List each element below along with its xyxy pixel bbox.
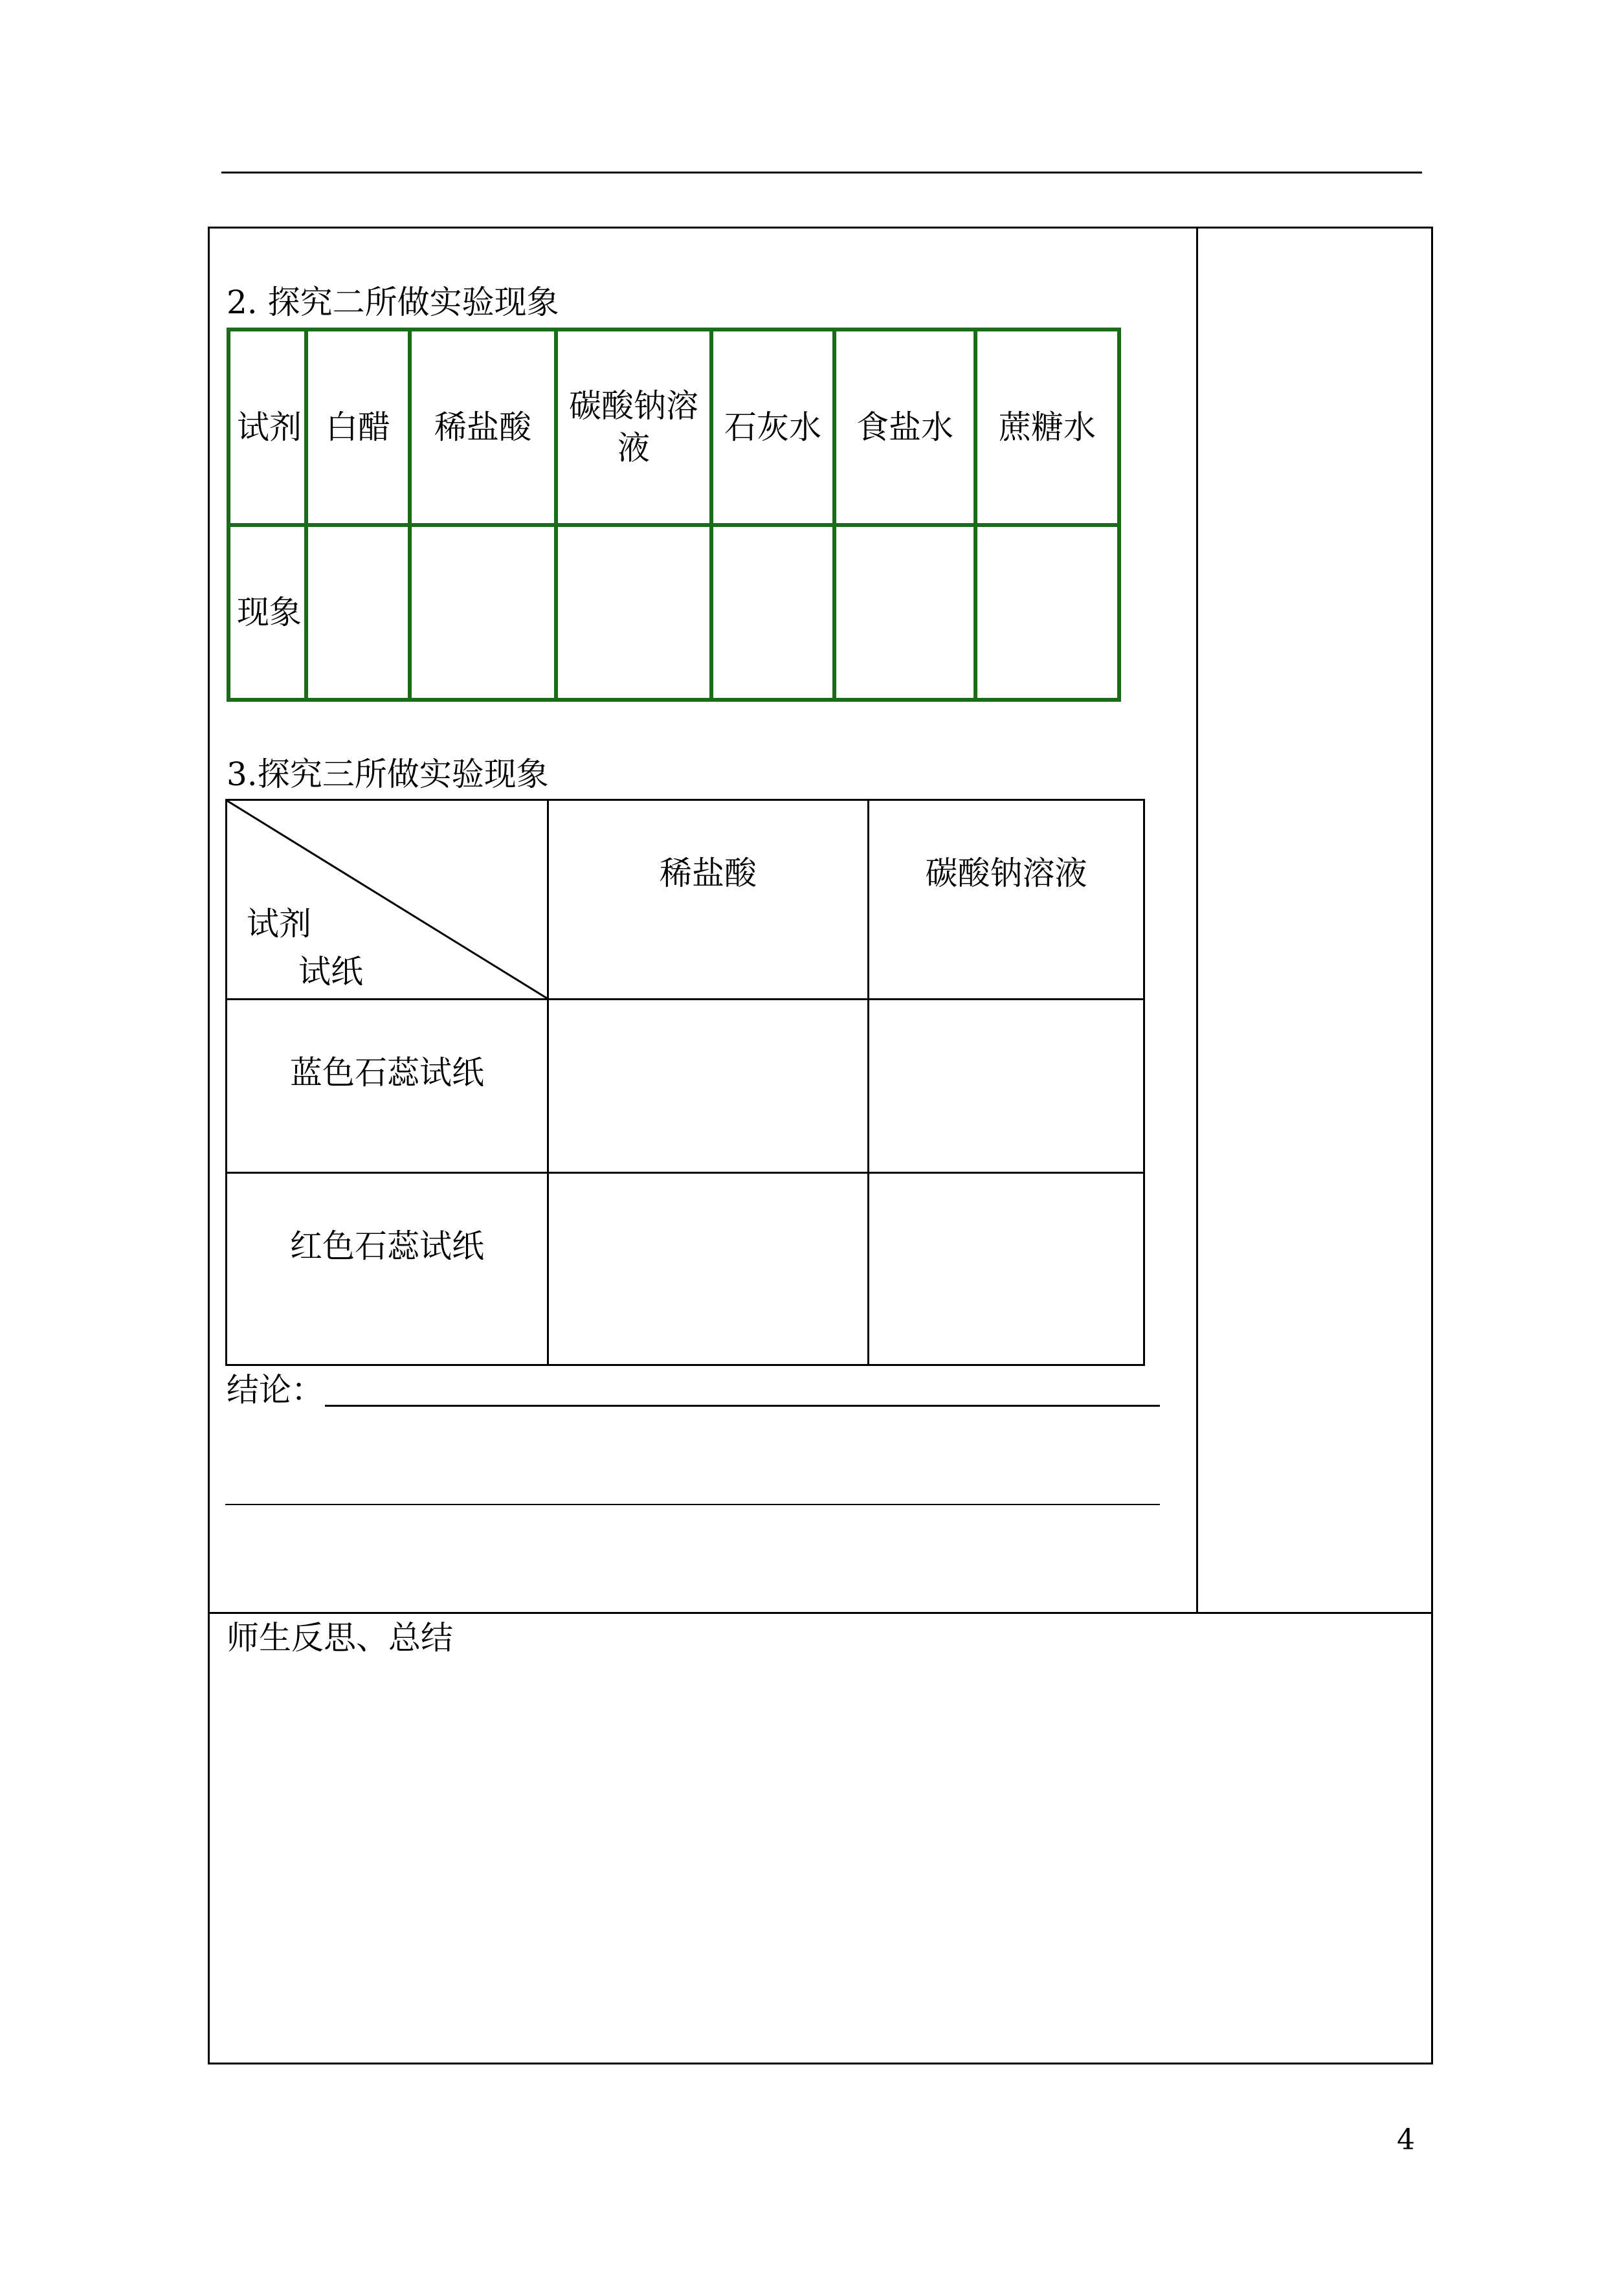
row-label-reagent: 试剂 — [228, 330, 306, 525]
reflection-label: 师生反思、总结 — [227, 1619, 453, 1657]
table-cell — [410, 525, 556, 700]
col-header-salt-water: 食盐水 — [834, 330, 975, 525]
row-label-blue-litmus: 蓝色石蕊试纸 — [227, 1000, 548, 1173]
table-cell — [548, 1173, 869, 1365]
section3-table — [225, 799, 1145, 1366]
corner-cell — [227, 800, 548, 1000]
corner-label-reagent: 试剂 — [247, 905, 311, 943]
table-cell — [869, 1000, 1144, 1173]
section2-title: 2. 探究二所做实验现象 — [227, 284, 559, 321]
col-header-sodium-carbonate: 碳酸钠溶液 — [556, 330, 711, 525]
section3-title: 3.探究三所做实验现象 — [227, 755, 549, 793]
col-header-dilute-hcl: 稀盐酸 — [410, 330, 556, 525]
table-cell — [711, 525, 834, 700]
row-label-phenomenon: 现象 — [228, 525, 306, 700]
header-rule — [221, 172, 1422, 173]
table-cell — [556, 525, 711, 700]
page-number: 4 — [1397, 2123, 1415, 2156]
section2-table — [227, 328, 1121, 702]
conclusion-label: 结论： — [227, 1371, 324, 1409]
diagonal-line — [227, 801, 547, 998]
conclusion-line-1 — [325, 1405, 1160, 1407]
col-header-white-vinegar: 白醋 — [306, 330, 410, 525]
col-header-sugar-water: 蔗糖水 — [975, 330, 1119, 525]
col-header-dilute-hcl: 稀盐酸 — [548, 800, 869, 1000]
table-cell — [548, 1000, 869, 1173]
corner-label-paper: 试纸 — [298, 953, 363, 990]
table-cell — [869, 1173, 1144, 1365]
table-cell — [975, 525, 1119, 700]
reflection-divider — [208, 1612, 1433, 1614]
conclusion-line-2 — [225, 1504, 1160, 1505]
col-header-sodium-carbonate: 碳酸钠溶液 — [869, 800, 1144, 1000]
col-header-limewater: 石灰水 — [711, 330, 834, 525]
row-label-red-litmus: 红色石蕊试纸 — [227, 1173, 548, 1365]
table-cell — [834, 525, 975, 700]
table-cell — [306, 525, 410, 700]
right-column-divider — [1196, 227, 1198, 1613]
